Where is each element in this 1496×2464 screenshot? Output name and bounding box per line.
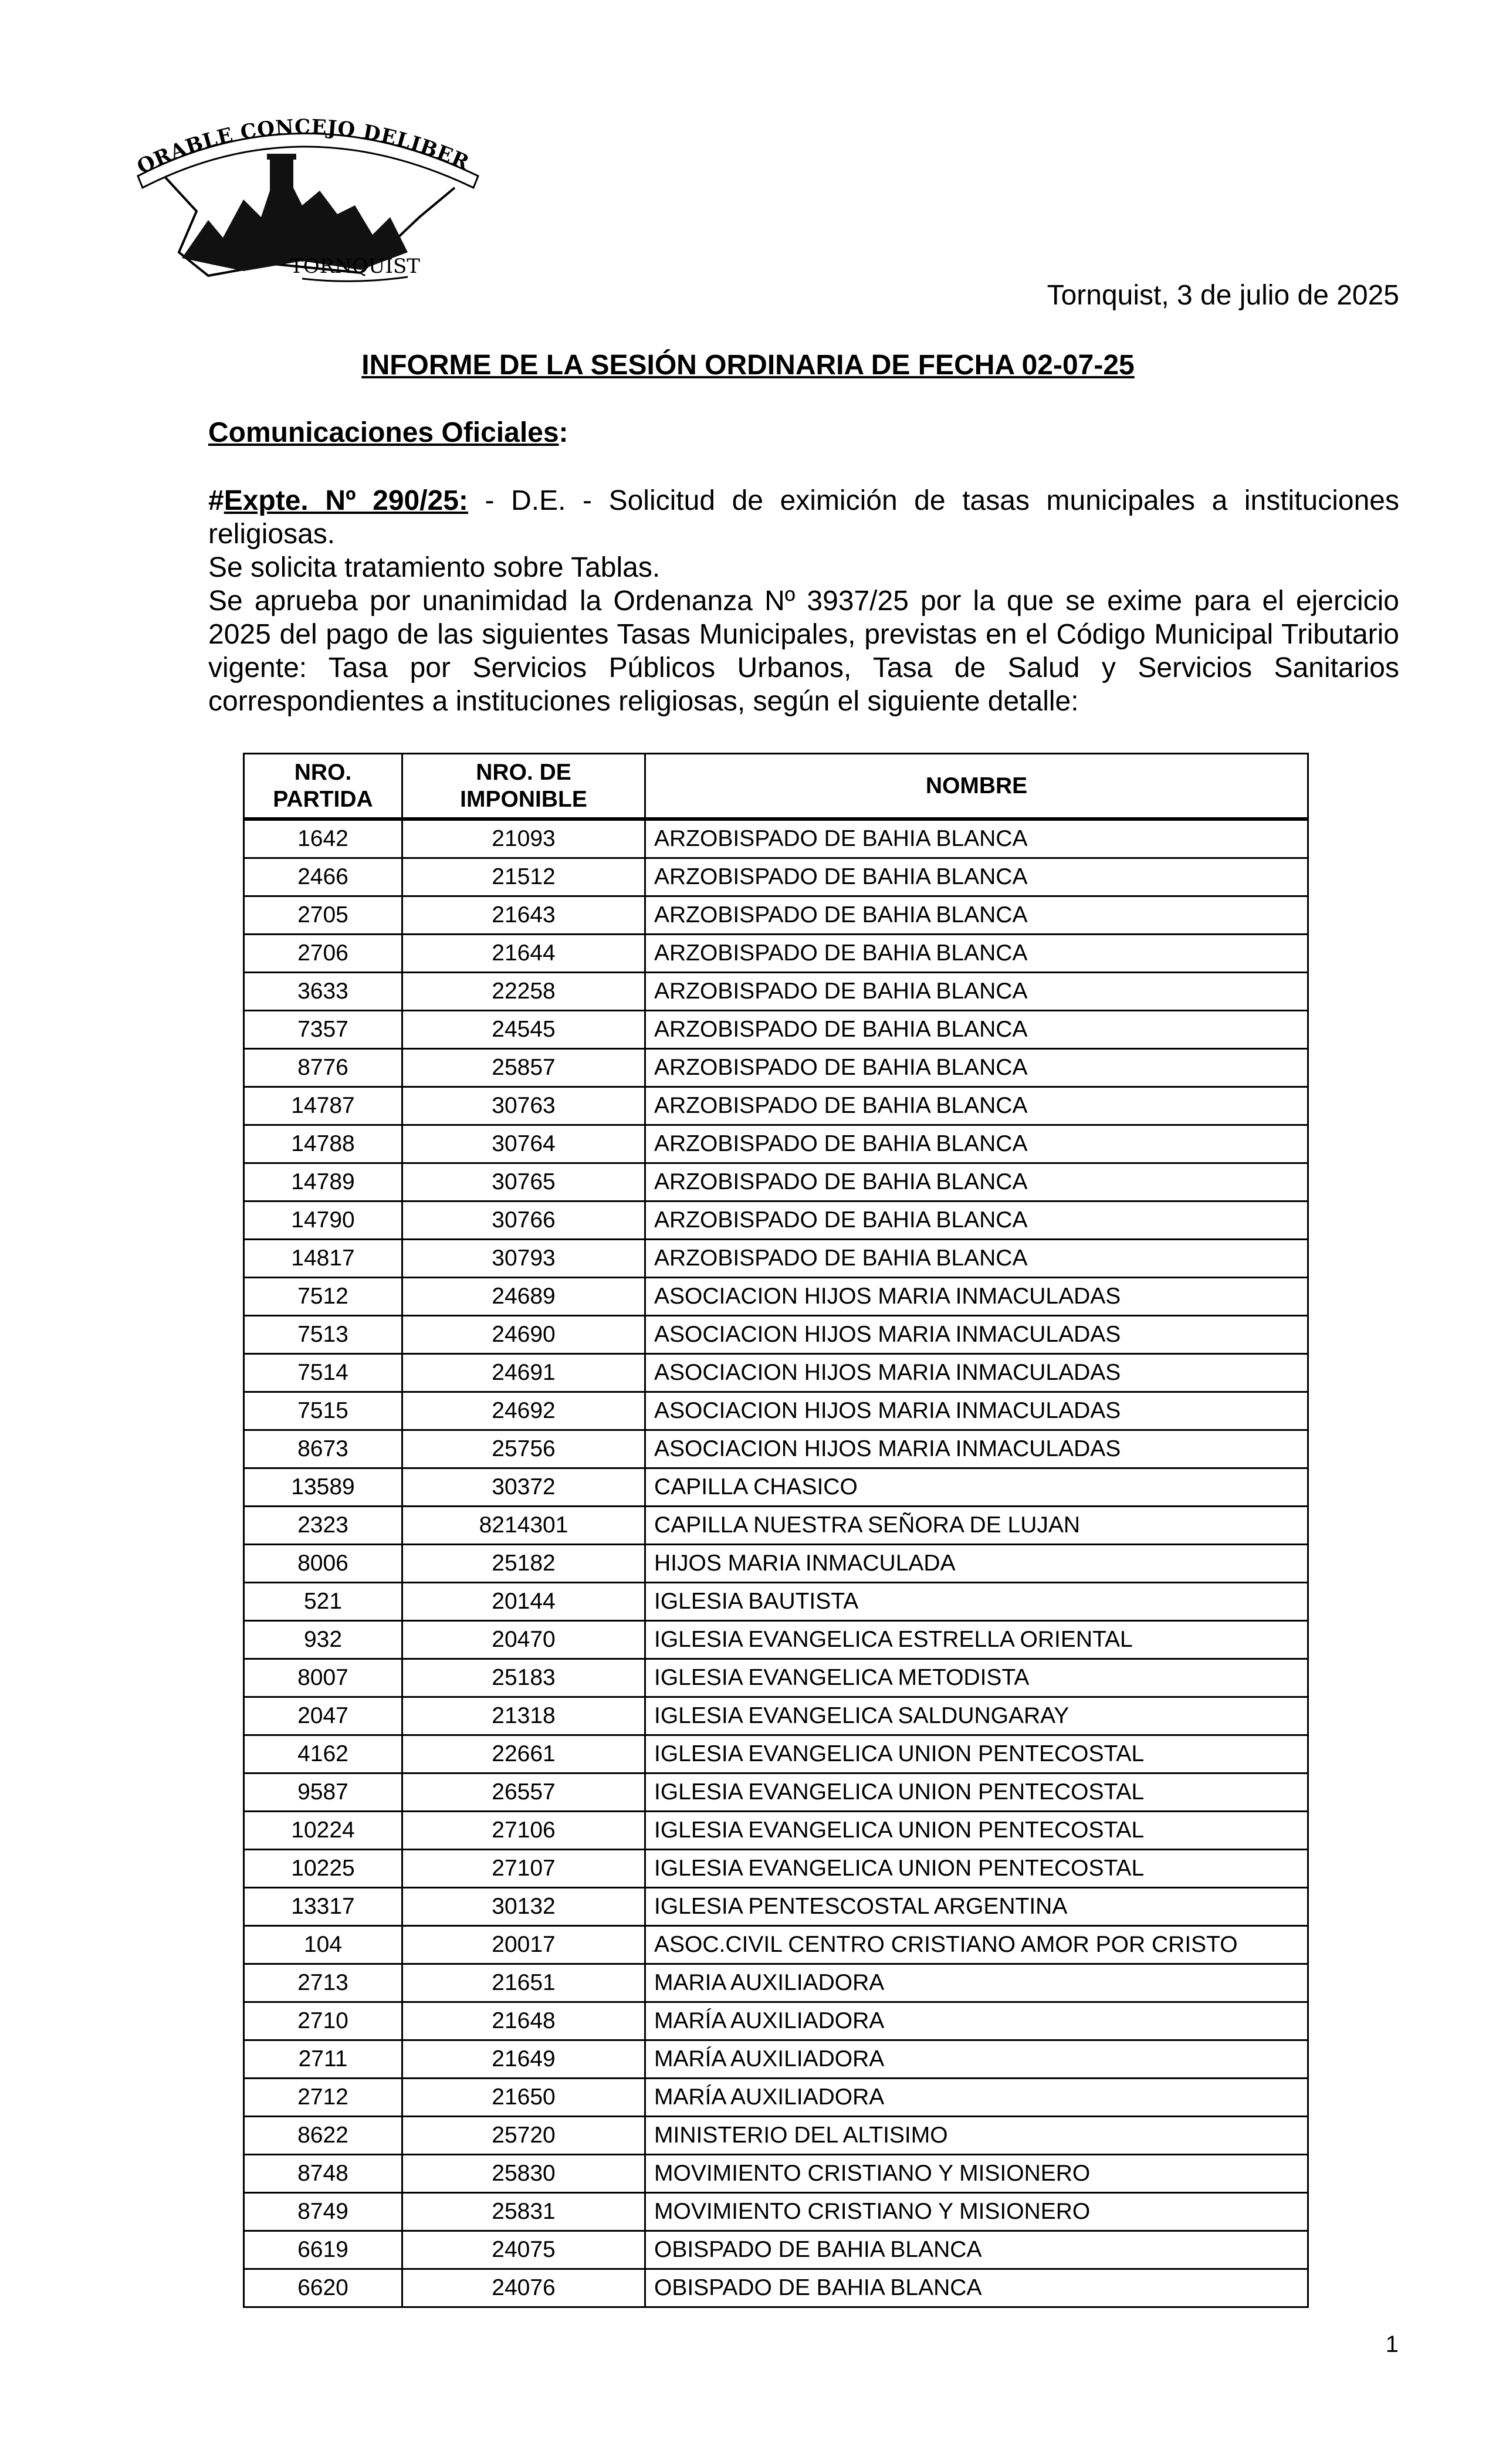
cell-partida: 8673 — [244, 1430, 402, 1468]
cell-nombre: ARZOBISPADO DE BAHIA BLANCA — [645, 1163, 1308, 1201]
table-body — [244, 819, 1308, 2307]
cell-nombre: MOVIMIENTO CRISTIANO Y MISIONERO — [645, 2155, 1308, 2193]
cell-nombre: ARZOBISPADO DE BAHIA BLANCA — [645, 819, 1308, 858]
table-row — [244, 1011, 1308, 1049]
cell-partida: 14788 — [244, 1125, 402, 1163]
cell-nombre: OBISPADO DE BAHIA BLANCA — [645, 2231, 1308, 2269]
cell-partida: 7512 — [244, 1278, 402, 1316]
cell-imponible: 20470 — [402, 1621, 645, 1659]
cell-imponible: 24691 — [402, 1354, 645, 1392]
cell-partida: 13317 — [244, 1888, 402, 1926]
section-heading — [208, 417, 568, 449]
cell-imponible: 25182 — [402, 1545, 645, 1583]
cell-nombre: ARZOBISPADO DE BAHIA BLANCA — [645, 1087, 1308, 1125]
cell-partida: 8622 — [244, 2117, 402, 2155]
aprobacion-paragraph: Se aprueba por unanimidad la Ordenanza Nº 3937/25 por la que se exime para el ejercicio 2025 del pago de las siguientes Tasas Municipales, previstas en el Código Municipal Tributario vigente: Tasa por Servicios Públicos Urbanos, Tasa de Salud y Servicios Sanitarios correspondientes a instituciones religiosas, según el siguiente detalle: — [208, 585, 1399, 717]
cell-imponible: 24689 — [402, 1278, 645, 1316]
header-imponible-line2: IMPONIBLE — [460, 786, 587, 812]
table-row — [244, 896, 1308, 935]
cell-nombre: ASOCIACION HIJOS MARIA INMACULADAS — [645, 1278, 1308, 1316]
cell-nombre: OBISPADO DE BAHIA BLANCA — [645, 2269, 1308, 2307]
cell-imponible: 8214301 — [402, 1507, 645, 1545]
cell-nombre: IGLESIA BAUTISTA — [645, 1583, 1308, 1621]
cell-imponible: 30766 — [402, 1201, 645, 1240]
cell-nombre: MARIA AUXILIADORA — [645, 1964, 1308, 2002]
cell-nombre: IGLESIA EVANGELICA UNION PENTECOSTAL — [645, 1735, 1308, 1773]
cell-nombre: ARZOBISPADO DE BAHIA BLANCA — [645, 896, 1308, 935]
cell-imponible: 21651 — [402, 1964, 645, 2002]
cell-nombre: ASOCIACION HIJOS MARIA INMACULADAS — [645, 1316, 1308, 1354]
cell-imponible: 21650 — [402, 2079, 645, 2117]
table-row — [244, 1812, 1308, 1850]
cell-imponible: 25720 — [402, 2117, 645, 2155]
cell-nombre: IGLESIA EVANGELICA METODISTA — [645, 1659, 1308, 1697]
cell-imponible: 24545 — [402, 1011, 645, 1049]
cell-imponible: 27107 — [402, 1850, 645, 1888]
cell-imponible: 20017 — [402, 1926, 645, 1964]
council-logo — [126, 117, 507, 287]
expte-number-text: Expte. Nº 290/25: — [224, 485, 468, 516]
expte-description: - D.E. - Solicitud de eximición de tasas municipales a instituciones religiosas. — [208, 485, 1399, 550]
cell-nombre: CAPILLA NUESTRA SEÑORA DE LUJAN — [645, 1507, 1308, 1545]
section-heading-text: Comunicaciones Oficiales — [208, 417, 559, 448]
cell-partida: 10225 — [244, 1850, 402, 1888]
table-row — [244, 1697, 1308, 1735]
cell-partida: 8006 — [244, 1545, 402, 1583]
logo-town-text: TORNQUIST — [290, 255, 420, 278]
table-row — [244, 1888, 1308, 1926]
table-row — [244, 1125, 1308, 1163]
cell-nombre: MARÍA AUXILIADORA — [645, 2079, 1308, 2117]
table-row — [244, 1926, 1308, 1964]
table-row — [244, 2269, 1308, 2307]
cell-nombre: MINISTERIO DEL ALTISIMO — [645, 2117, 1308, 2155]
header-imponible-line1: NRO. DE — [476, 759, 571, 785]
table-row — [244, 1507, 1308, 1545]
cell-partida: 14787 — [244, 1087, 402, 1125]
cell-partida: 2712 — [244, 2079, 402, 2117]
cell-imponible: 25857 — [402, 1049, 645, 1087]
column-header-nombre: NOMBRE — [645, 754, 1308, 820]
cell-nombre: CAPILLA CHASICO — [645, 1468, 1308, 1507]
cell-imponible: 22661 — [402, 1735, 645, 1773]
cell-partida: 521 — [244, 1583, 402, 1621]
table-row — [244, 1583, 1308, 1621]
cell-imponible: 24075 — [402, 2231, 645, 2269]
report-title: INFORME DE LA SESIÓN ORDINARIA DE FECHA 02-07-25 — [361, 350, 1135, 381]
cell-partida: 8749 — [244, 2193, 402, 2231]
cell-partida: 7514 — [244, 1354, 402, 1392]
table-row — [244, 1621, 1308, 1659]
cell-nombre: ASOC.CIVIL CENTRO CRISTIANO AMOR POR CRISTO — [645, 1926, 1308, 1964]
cell-partida: 2705 — [244, 896, 402, 935]
cell-partida: 7513 — [244, 1316, 402, 1354]
cell-nombre: IGLESIA EVANGELICA UNION PENTECOSTAL — [645, 1773, 1308, 1812]
cell-nombre: ASOCIACION HIJOS MARIA INMACULADAS — [645, 1430, 1308, 1468]
cell-nombre: ARZOBISPADO DE BAHIA BLANCA — [645, 1125, 1308, 1163]
cell-partida: 2711 — [244, 2040, 402, 2079]
cell-partida: 7515 — [244, 1392, 402, 1430]
cell-partida: 7357 — [244, 1011, 402, 1049]
cell-imponible: 21644 — [402, 935, 645, 973]
cell-partida: 2710 — [244, 2002, 402, 2040]
date-line: Tornquist, 3 de julio de 2025 — [1047, 280, 1399, 311]
cell-imponible: 21649 — [402, 2040, 645, 2079]
cell-imponible: 30764 — [402, 1125, 645, 1163]
cell-partida: 932 — [244, 1621, 402, 1659]
cell-nombre: IGLESIA EVANGELICA ESTRELLA ORIENTAL — [645, 1621, 1308, 1659]
page-number: 1 — [1385, 2331, 1399, 2357]
table-row — [244, 1163, 1308, 1201]
cell-partida: 6619 — [244, 2231, 402, 2269]
cell-imponible: 21512 — [402, 858, 645, 896]
cell-nombre: IGLESIA EVANGELICA UNION PENTECOSTAL — [645, 1812, 1308, 1850]
table-header-row — [244, 754, 1308, 820]
cell-imponible: 24690 — [402, 1316, 645, 1354]
cell-imponible: 25830 — [402, 2155, 645, 2193]
cell-imponible: 21318 — [402, 1697, 645, 1735]
cell-partida: 2466 — [244, 858, 402, 896]
cell-imponible: 26557 — [402, 1773, 645, 1812]
cell-partida: 13589 — [244, 1468, 402, 1507]
cell-imponible: 24076 — [402, 2269, 645, 2307]
cell-imponible: 27106 — [402, 1812, 645, 1850]
cell-nombre: MARÍA AUXILIADORA — [645, 2040, 1308, 2079]
cell-partida: 4162 — [244, 1735, 402, 1773]
expte-number — [208, 485, 468, 516]
table-row — [244, 1545, 1308, 1583]
table-row — [244, 1430, 1308, 1468]
cell-partida: 14790 — [244, 1201, 402, 1240]
cell-nombre: ARZOBISPADO DE BAHIA BLANCA — [645, 973, 1308, 1011]
column-header-partida — [244, 754, 402, 820]
column-header-imponible — [402, 754, 645, 820]
exemption-table — [243, 753, 1309, 2308]
table-row — [244, 2231, 1308, 2269]
cell-nombre: ARZOBISPADO DE BAHIA BLANCA — [645, 1049, 1308, 1087]
table-row — [244, 1240, 1308, 1278]
table-row — [244, 973, 1308, 1011]
cell-partida: 1642 — [244, 819, 402, 858]
table-row — [244, 819, 1308, 858]
table-row — [244, 2117, 1308, 2155]
cell-imponible: 30763 — [402, 1087, 645, 1125]
cell-imponible: 25183 — [402, 1659, 645, 1697]
table-row — [244, 2193, 1308, 2231]
cell-imponible: 25831 — [402, 2193, 645, 2231]
table-row — [244, 1773, 1308, 1812]
cell-nombre: ARZOBISPADO DE BAHIA BLANCA — [645, 1240, 1308, 1278]
cell-partida: 2323 — [244, 1507, 402, 1545]
cell-partida: 2047 — [244, 1697, 402, 1735]
cell-imponible: 30132 — [402, 1888, 645, 1926]
cell-imponible: 30372 — [402, 1468, 645, 1507]
cell-partida: 3633 — [244, 973, 402, 1011]
table-row — [244, 1735, 1308, 1773]
table-row — [244, 1049, 1308, 1087]
cell-nombre: MOVIMIENTO CRISTIANO Y MISIONERO — [645, 2193, 1308, 2231]
table-row — [244, 2155, 1308, 2193]
cell-partida: 2713 — [244, 1964, 402, 2002]
table-row — [244, 2040, 1308, 2079]
cell-partida: 10224 — [244, 1812, 402, 1850]
cell-imponible: 21643 — [402, 896, 645, 935]
cell-nombre: ARZOBISPADO DE BAHIA BLANCA — [645, 1201, 1308, 1240]
cell-partida: 14789 — [244, 1163, 402, 1201]
table-row — [244, 935, 1308, 973]
tratamiento-paragraph: Se solicita tratamiento sobre Tablas. — [208, 552, 661, 583]
cell-imponible: 21093 — [402, 819, 645, 858]
expte-paragraph — [208, 484, 1399, 551]
table-row — [244, 2002, 1308, 2040]
cell-imponible: 30765 — [402, 1163, 645, 1201]
expte-hash: # — [208, 485, 224, 516]
cell-nombre: ARZOBISPADO DE BAHIA BLANCA — [645, 1011, 1308, 1049]
logo-arc-text: ORABLE CONCEJO DELIBER — [133, 117, 473, 179]
cell-imponible: 24692 — [402, 1392, 645, 1430]
cell-partida: 2706 — [244, 935, 402, 973]
table-row — [244, 1850, 1308, 1888]
cell-partida: 14817 — [244, 1240, 402, 1278]
cell-partida: 104 — [244, 1926, 402, 1964]
table-row — [244, 2079, 1308, 2117]
cell-imponible: 20144 — [402, 1583, 645, 1621]
council-emblem-icon — [126, 117, 507, 287]
cell-partida: 8776 — [244, 1049, 402, 1087]
table-row — [244, 858, 1308, 896]
table-row — [244, 1659, 1308, 1697]
table-row — [244, 1316, 1308, 1354]
cell-imponible: 22258 — [402, 973, 645, 1011]
cell-partida: 9587 — [244, 1773, 402, 1812]
cell-partida: 8007 — [244, 1659, 402, 1697]
cell-nombre: ARZOBISPADO DE BAHIA BLANCA — [645, 858, 1308, 896]
cell-imponible: 21648 — [402, 2002, 645, 2040]
table-row — [244, 1354, 1308, 1392]
cell-nombre: ASOCIACION HIJOS MARIA INMACULADAS — [645, 1354, 1308, 1392]
table-row — [244, 1087, 1308, 1125]
table-row — [244, 1392, 1308, 1430]
cell-nombre: MARÍA AUXILIADORA — [645, 2002, 1308, 2040]
cell-nombre: HIJOS MARIA INMACULADA — [645, 1545, 1308, 1583]
cell-imponible: 30793 — [402, 1240, 645, 1278]
cell-partida: 8748 — [244, 2155, 402, 2193]
table-row — [244, 1278, 1308, 1316]
cell-nombre: IGLESIA EVANGELICA SALDUNGARAY — [645, 1697, 1308, 1735]
cell-nombre: ASOCIACION HIJOS MARIA INMACULADAS — [645, 1392, 1308, 1430]
cell-partida: 6620 — [244, 2269, 402, 2307]
cell-nombre: ARZOBISPADO DE BAHIA BLANCA — [645, 935, 1308, 973]
table-row — [244, 1468, 1308, 1507]
section-heading-colon: : — [559, 417, 568, 448]
cell-nombre: IGLESIA PENTESCOSTAL ARGENTINA — [645, 1888, 1308, 1926]
header-partida-line2: PARTIDA — [273, 786, 373, 812]
table-row — [244, 1964, 1308, 2002]
body-text — [208, 484, 1399, 718]
table-row — [244, 1201, 1308, 1240]
header-partida-line1: NRO. — [294, 759, 352, 785]
cell-nombre: IGLESIA EVANGELICA UNION PENTECOSTAL — [645, 1850, 1308, 1888]
cell-imponible: 25756 — [402, 1430, 645, 1468]
